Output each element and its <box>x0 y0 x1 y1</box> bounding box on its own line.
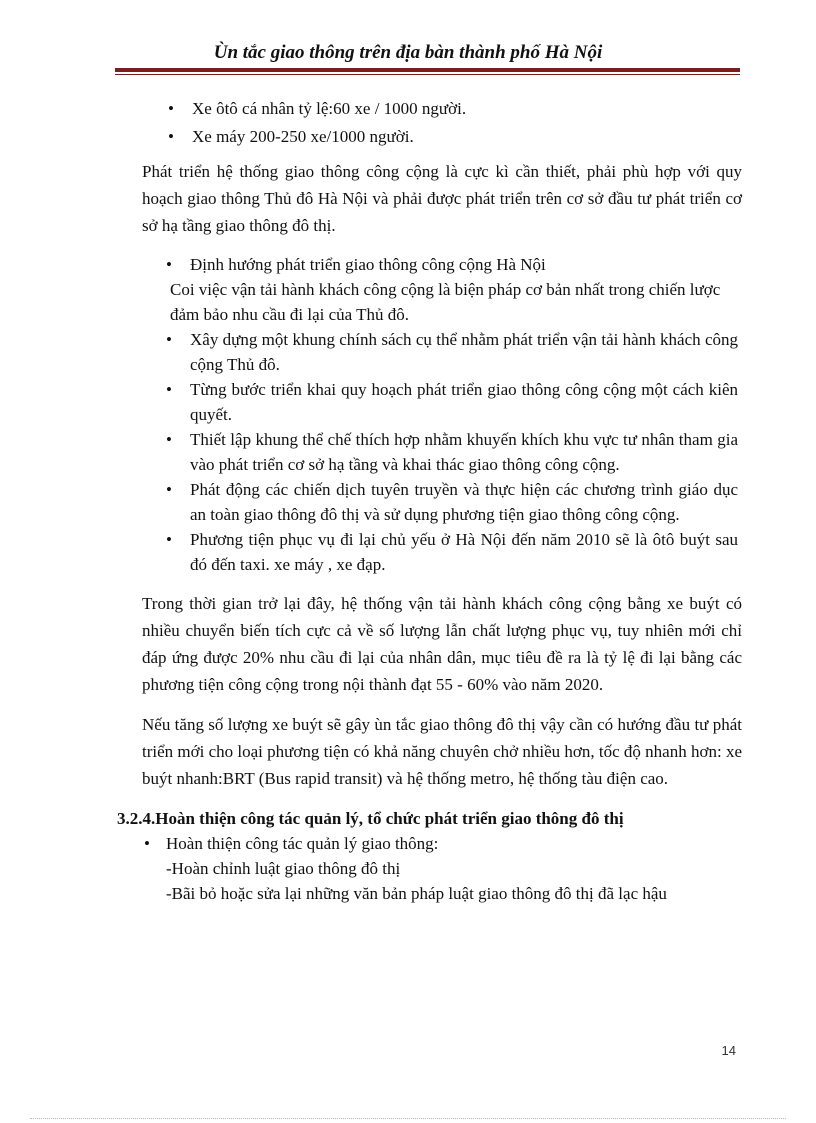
page-number: 14 <box>721 1043 736 1058</box>
orientation-text: Coi việc vận tải hành khách công cộng là biện pháp cơ bản nhất trong chiến lược đảm bảo nhu cầu đi lại của Thủ đô. <box>170 280 721 324</box>
footer-divider <box>30 1118 786 1119</box>
paragraph-brt-metro: Nếu tăng số lượng xe buýt sẽ gây ùn tắc giao thông đô thị vậy cần có hướng đầu tư phát triển mới cho loại phương tiện có khả năng chuyên chở nhiều hơn, tốc độ nhanh hơn: xe buýt nhanh:BRT (Bus rapid transit) và hệ thống metro, hệ thống tàu điện cao. <box>142 715 742 788</box>
paragraph-bus-system: Trong thời gian trở lại đây, hệ thống vận tải hành khách công cộng bằng xe buýt có nhiều chuyển biến tích cực cả về số lượng lẫn chất lượng phục vụ, tuy nhiên mới chỉ đáp ứng được 20% nhu cầu đi lại của nhân dân, mục tiêu đề ra là tỷ lệ đi lại bằng các phương tiện công cộng trong nội thành đạt 55 - 60% vào năm 2020. <box>142 594 742 694</box>
page-content <box>0 96 816 906</box>
list-item: • Xe máy 200-250 xe/1000 người. <box>192 124 742 149</box>
sub-item: -Hoàn chỉnh luật giao thông đô thị <box>166 859 401 878</box>
list-item: • Phương tiện phục vụ đi lại chủ yếu ở Hà Nội đến năm 2010 sẽ là ôtô buýt sau đó đến taxi. xe máy , xe đạp. <box>190 527 738 577</box>
header-rule-thin <box>115 74 740 75</box>
header-rule-thick <box>115 68 740 72</box>
list-item: • Hoàn thiện công tác quản lý giao thông: <box>166 831 746 856</box>
orientation-list <box>190 327 738 577</box>
paragraph-public-transport: Phát triển hệ thống giao thông công cộng là cực kì cần thiết, phải phù hợp với quy hoạch giao thông Thủ đô Hà Nội và phải được phát triển trên cơ sở đầu tư phát triển cơ sở hạ tầng giao thông đô thị. <box>142 162 742 235</box>
ratio-list <box>192 96 742 149</box>
list-item: • Xe ôtô cá nhân tỷ lệ:60 xe / 1000 người. <box>192 96 742 121</box>
orientation-bullet: • Định hướng phát triển giao thông công cộng Hà Nội <box>190 252 740 277</box>
list-item: • Phát động các chiến dịch tuyên truyền và thực hiện các chương trình giáo dục an toàn giao thông đô thị và sử dụng phương tiện giao thông công cộng. <box>190 477 738 527</box>
header-title: Ùn tắc giao thông trên địa bàn thành phố Hà Nội <box>213 42 603 63</box>
section-heading: 3.2.4.Hoàn thiện công tác quản lý, tổ chức phát triển giao thông đô thị <box>117 809 624 828</box>
management-list <box>166 831 746 856</box>
list-item: • Xây dựng một khung chính sách cụ thể nhằm phát triển vận tải hành khách công cộng Thủ đô. <box>190 327 738 377</box>
list-item: • Từng bước triển khai quy hoạch phát triển giao thông công cộng một cách kiên quyết. <box>190 377 738 427</box>
list-item: • Thiết lập khung thể chế thích hợp nhằm khuyến khích khu vực tư nhân tham gia vào phát triển cơ sở hạ tầng và khai thác giao thông công cộng. <box>190 427 738 477</box>
sub-item: -Bãi bỏ hoặc sửa lại những văn bản pháp luật giao thông đô thị đã lạc hậu <box>166 884 667 903</box>
